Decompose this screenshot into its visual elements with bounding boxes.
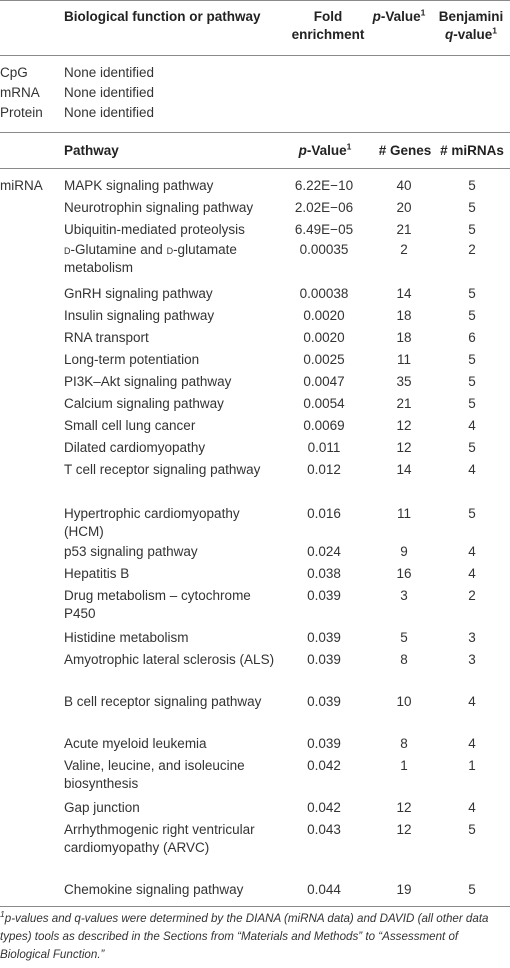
mirna-count: 1 [468,758,476,773]
p-value: 0.039 [307,736,341,751]
p-value: 0.038 [307,566,341,581]
gene-count: 18 [396,308,412,323]
p-value: 0.039 [307,630,341,645]
header-p-sup: 1 [420,7,426,18]
p-value: 0.0047 [303,374,345,389]
mirna-count: 5 [468,396,476,411]
header-mirna-p-value [280,142,370,160]
gene-count: 12 [396,440,412,455]
p-value: 6.22E−10 [294,178,354,193]
none-mrna: None identified [64,85,155,100]
p-value: 0.043 [307,822,341,837]
type-mirna: miRNA [0,178,43,193]
gene-count: 8 [400,736,408,751]
rule-mirna-header-bottom [0,168,510,169]
gene-count: 20 [396,200,412,215]
p-value: 6.49E−05 [294,222,354,237]
header-mirna-p-italic: p [298,143,307,158]
mirna-count: 5 [468,882,476,897]
mirna-count: 4 [468,544,476,559]
mirna-count: 5 [468,200,476,215]
gene-count: 1 [400,758,408,773]
gene-count: 14 [396,462,412,477]
mirna-count: 4 [468,736,476,751]
rule-top [0,0,510,1]
header-mirnas: # miRNAs [440,143,504,158]
mirna-count: 6 [468,330,476,345]
type-mrna: mRNA [0,85,40,100]
header-biological-function: Biological function or pathway [64,9,261,24]
mirna-count: 4 [468,566,476,581]
mirna-count: 4 [468,418,476,433]
rule-header-bottom [0,55,510,56]
p-value: 0.00038 [299,286,349,301]
pathway-name: MAPK signaling pathway [64,178,214,193]
pathway-text: -Glutamine and [70,242,167,257]
p-value: 0.039 [307,588,341,603]
header-q-sup: 1 [492,25,497,36]
p-value: 0.044 [307,882,341,897]
pathway-name: Drug metabolism – cytochrome P450 [64,588,251,621]
mirna-count: 2 [468,588,476,603]
rule-mirna-header-top [0,132,510,133]
mirna-count: 5 [468,286,476,301]
footnote-p: p [4,912,12,925]
gene-count: 14 [396,286,412,301]
header-p-italic: p [372,9,381,24]
header-q-text: -value [453,27,493,42]
gene-count: 2 [400,242,408,257]
small-caps-d: d [64,242,71,257]
p-value: 0.042 [307,758,341,773]
gene-count: 16 [396,566,412,581]
header-genes: # Genes [378,143,432,158]
gene-count: 40 [396,178,412,193]
pathway-name: Amyotrophic lateral sclerosis (ALS) [64,652,275,667]
small-caps-d: d [166,242,174,257]
pathway-name: T cell receptor signaling pathway [64,462,261,477]
p-value: 0.0069 [303,418,345,433]
header-benjamini-line2 [434,26,508,44]
type-protein: Protein [0,105,43,120]
mirna-count: 5 [468,506,476,521]
pathway-name: GnRH signaling pathway [64,286,213,301]
gene-count: 21 [396,396,412,411]
gene-count: 3 [400,588,408,603]
footnote-text-2: -values were determined by the DIANA (miRNA data) and DAVID (all other data types) tools as described in the Sections from “Materials and Methods” to “Assessment of Biological Function.” [0,912,489,961]
pathway-name: Histidine metabolism [64,630,189,645]
pathway-name: Gap junction [64,800,140,815]
mirna-count: 5 [468,308,476,323]
mirna-count: 2 [468,242,476,257]
header-mirna-p-text: -Value [306,143,347,158]
p-value: 2.02E−06 [294,200,354,215]
pathway-name: Chemokine signaling pathway [64,882,244,897]
pathway-name: Calcium signaling pathway [64,396,224,411]
mirna-count: 5 [468,440,476,455]
p-value: 0.00035 [299,242,349,257]
gene-count: 11 [396,506,411,521]
header-fold-enrichment: Fold enrichment [291,9,365,42]
rule-bottom [0,906,510,907]
pathway-name: Insulin signaling pathway [64,308,215,323]
pathway-text: -glutamate metabolism [64,242,237,275]
header-q-italic: q [444,27,454,42]
p-value: 0.039 [307,652,341,667]
footnote-q: q [74,912,81,925]
p-value: 0.0054 [303,396,345,411]
header-benjamini [434,8,508,44]
header-pathway: Pathway [64,143,119,158]
pathway-name: Arrhythmogenic right ventricular cardiomyopathy (ARVC) [64,822,255,855]
mirna-count: 5 [468,822,476,837]
header-mirna-p-sup: 1 [346,141,352,152]
gene-count: 5 [400,630,408,645]
p-value: 0.0025 [303,352,345,367]
gene-count: 21 [396,222,412,237]
gene-count: 35 [396,374,412,389]
p-value: 0.016 [307,506,341,521]
pathway-name: RNA transport [64,330,149,345]
gene-count: 19 [396,882,412,897]
pathway-name: p53 signaling pathway [64,544,198,559]
gene-count: 10 [396,694,412,709]
p-value: 0.039 [307,694,341,709]
mirna-count: 3 [468,652,476,667]
pathway-name: Acute myeloid leukemia [64,736,207,751]
pathway-name: Ubiquitin-mediated proteolysis [64,222,245,237]
mirna-count: 4 [468,800,476,815]
gene-count: 11 [396,352,411,367]
mirna-count: 5 [468,178,476,193]
gene-count: 12 [396,418,412,433]
header-benjamini-line1: Benjamini [438,9,504,24]
none-cpg: None identified [64,65,155,80]
header-p-value [368,8,430,26]
pathway-name: Hypertrophic cardiomyopathy (HCM) [64,506,240,539]
gene-count: 12 [396,822,412,837]
p-value: 0.0020 [303,308,345,323]
type-cpg: CpG [0,65,28,80]
pathway-name: B cell receptor signaling pathway [64,694,262,709]
header-p-text: -Value [380,9,421,24]
mirna-count: 4 [468,462,476,477]
p-value: 0.012 [307,462,341,477]
p-value: 0.042 [307,800,341,815]
pathway-name: Neurotrophin signaling pathway [64,200,254,215]
gene-count: 12 [396,800,412,815]
pathway-name: Valine, leucine, and isoleucine biosynthesis [64,758,245,791]
p-value: 0.024 [307,544,341,559]
mirna-count: 5 [468,222,476,237]
mirna-count: 5 [468,374,476,389]
pathway-name [64,241,279,277]
pathway-name: Small cell lung cancer [64,418,196,433]
pathway-name: PI3K–Akt signaling pathway [64,374,232,389]
p-value: 0.011 [307,440,341,455]
pathway-name: Hepatitis B [64,566,130,581]
gene-count: 9 [400,544,408,559]
footnote-sup: 1 [0,909,5,920]
none-protein: None identified [64,105,155,120]
pathway-name: Dilated cardiomyopathy [64,440,206,455]
gene-count: 18 [396,330,412,345]
gene-count: 8 [400,652,408,667]
p-value: 0.0020 [303,330,345,345]
table-footnote [0,910,506,964]
mirna-count: 5 [468,352,476,367]
pathway-name: Long-term potentiation [64,352,200,367]
mirna-count: 3 [468,630,476,645]
footnote-text-1: -values and [11,912,75,925]
mirna-count: 4 [468,694,476,709]
